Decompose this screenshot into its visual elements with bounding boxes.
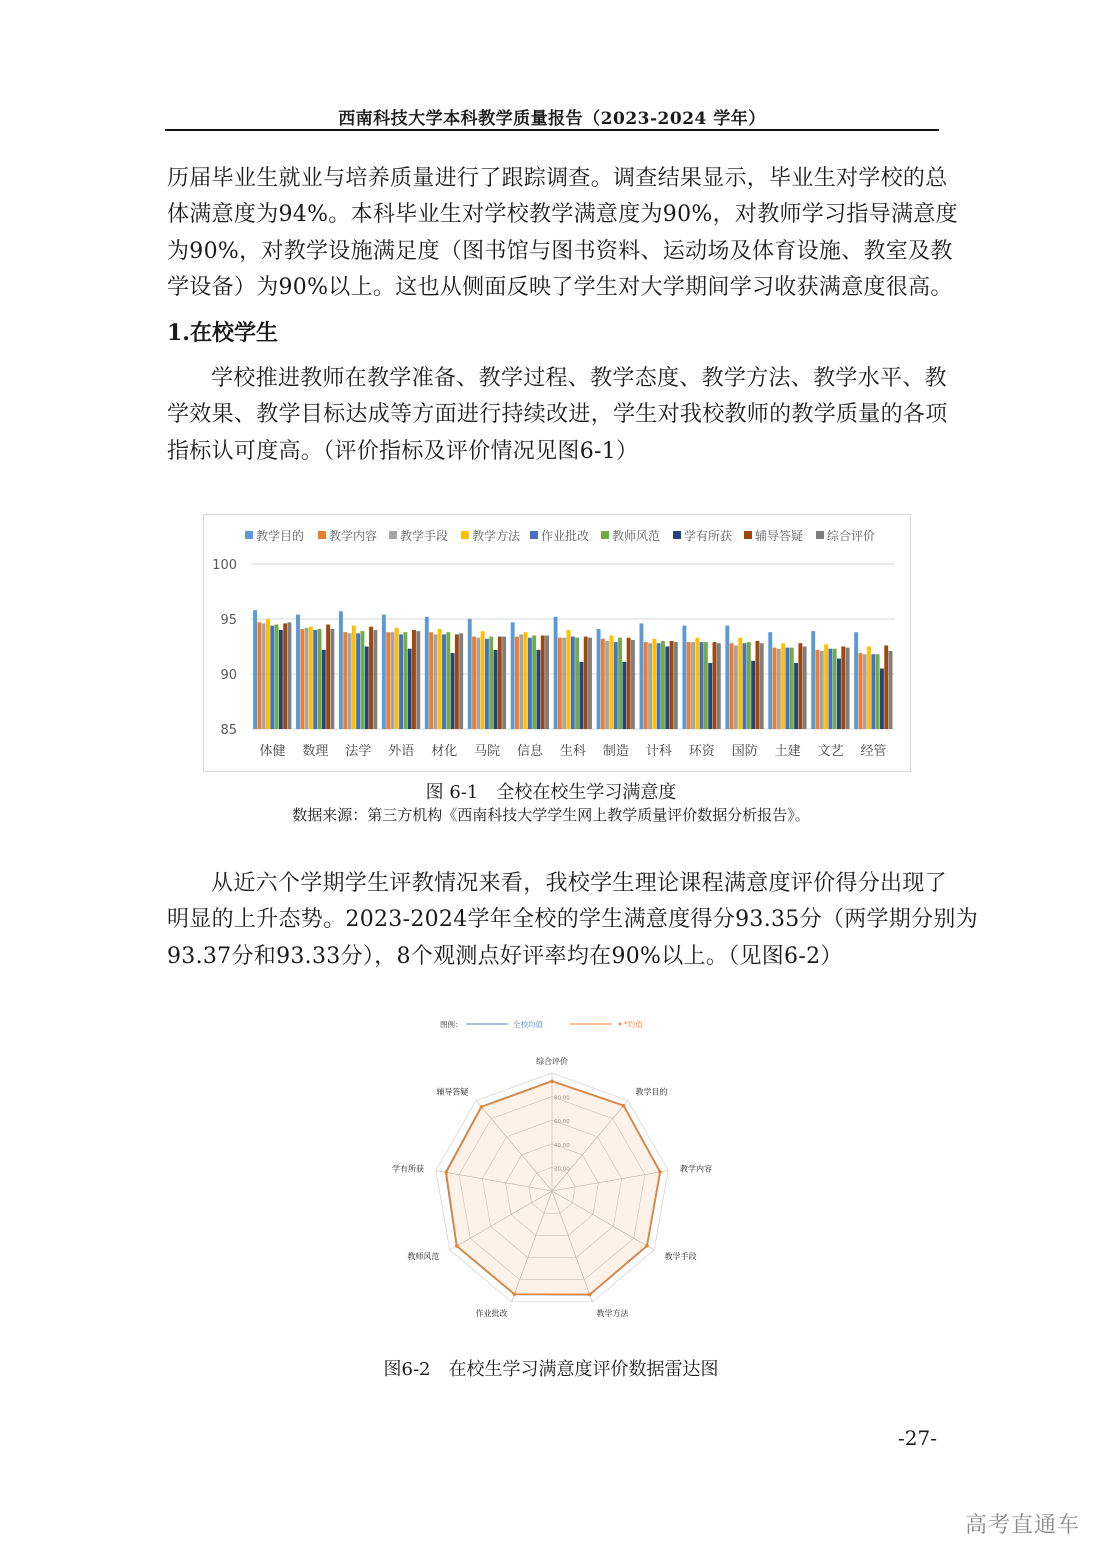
x-tick-label: 马院: [474, 744, 501, 759]
x-tick-label: 数理: [302, 744, 329, 759]
bar: [502, 637, 506, 729]
bar: [412, 630, 416, 729]
bar: [472, 637, 476, 729]
bar: [858, 653, 862, 729]
bar: [730, 643, 734, 729]
axis-label: 学有所获: [391, 1164, 424, 1174]
bar: [451, 653, 455, 729]
bar: [674, 642, 678, 729]
legend-label: 教学内容: [329, 529, 378, 543]
figure1-source: 数据来源：第三方机构《西南科技大学学生网上教学质量评价数据分析报告》。: [292, 806, 810, 824]
intro-paragraph: [167, 161, 958, 306]
bar: [524, 632, 528, 729]
bar: [695, 638, 699, 729]
bar: [682, 626, 686, 729]
bar: [408, 649, 412, 729]
bar: [884, 645, 888, 729]
legend-label: 学有所获: [684, 529, 733, 543]
bar: [391, 632, 395, 729]
bar: [828, 649, 832, 729]
bar: [296, 615, 300, 729]
header-divider: [165, 129, 939, 131]
bar: [640, 623, 644, 729]
legend-label: 教学目的: [256, 529, 305, 543]
bar: [854, 632, 858, 729]
bar: [356, 633, 360, 729]
bar: [622, 662, 626, 729]
bar: [794, 663, 798, 729]
radar-point: [622, 1104, 626, 1108]
bar: [790, 648, 794, 729]
bar: [768, 632, 772, 729]
bar: [747, 642, 751, 729]
section-line: 学效果、教学目标达成等方面进行持续改进，学生对我校教师的教学质量的各项: [167, 402, 948, 428]
bar: [820, 651, 824, 729]
bar: [537, 650, 541, 729]
bar: [648, 643, 652, 729]
bar: [425, 617, 429, 729]
radar-series-area: [446, 1081, 660, 1294]
bar: [786, 648, 790, 729]
bar: [777, 649, 781, 729]
legend-label: 教师风范: [612, 529, 661, 543]
legend-swatch: [318, 531, 326, 539]
bar: [343, 632, 347, 729]
bar: [588, 638, 592, 729]
axis-label: 教学内容: [680, 1164, 713, 1174]
x-tick-label: 制造: [602, 744, 629, 759]
bar: [283, 623, 287, 729]
report-header-title: 西南科技大学本科教学质量报告（2023-2024 学年）: [338, 109, 766, 129]
bar: [665, 647, 669, 730]
bar: [713, 642, 717, 729]
trend-line: 明显的上升态势。2023-2024学年全校的学生满意度得分93.35分（两学期分别为: [167, 907, 978, 933]
bar: [584, 637, 588, 729]
bar: [803, 647, 807, 730]
bar: [257, 622, 261, 729]
intro-line: 体满意度为94%。本科毕业生对学校教学满意度为90%，对教师学习指导满意度: [167, 202, 958, 228]
bar: [545, 636, 549, 730]
axis-label: 综合评价: [536, 1057, 568, 1066]
bar: [348, 633, 352, 729]
bar: [863, 654, 867, 729]
bar: [871, 654, 875, 729]
legend-swatch: [673, 531, 681, 539]
bar: [403, 632, 407, 729]
y-tick-label: 100: [212, 558, 237, 573]
watermark-text: 高考直通车: [965, 1513, 1081, 1538]
bar: [339, 611, 343, 729]
legend-label: 作业批改: [541, 529, 590, 543]
bar: [481, 631, 485, 729]
bar: [326, 625, 330, 730]
bar: [270, 626, 274, 729]
bar: [262, 623, 266, 729]
x-tick-label: 材化: [431, 744, 458, 759]
trend-paragraph: [167, 866, 978, 975]
bar: [318, 629, 322, 729]
bar: [511, 622, 515, 729]
y-tick-label: 95: [220, 613, 237, 628]
bar: [618, 638, 622, 729]
radar-point: [513, 1292, 517, 1296]
satisfaction-bar-chart: [203, 514, 911, 772]
bar: [725, 626, 729, 729]
bar: [313, 630, 317, 729]
bar: [476, 638, 480, 729]
x-tick-label: 土建: [774, 744, 801, 759]
intro-line: 学设备）为90%以上。这也从侧面反映了学生对大学期间学习收获满意度很高。: [167, 274, 953, 300]
bar: [360, 631, 364, 729]
page-number: -27-: [898, 1426, 937, 1450]
legend-marker: [619, 1023, 622, 1026]
x-tick-label: 信息: [517, 744, 544, 759]
bar: [519, 634, 523, 729]
section-heading: 1.在校学生: [167, 320, 278, 346]
x-tick-label: 文艺: [817, 744, 844, 759]
legend-prefix: 图例：: [440, 1020, 463, 1029]
bar: [322, 650, 326, 729]
radar-point: [480, 1105, 484, 1109]
radar-point: [645, 1244, 649, 1248]
figure2-caption: 图6-2 在校生学习满意度评价数据雷达图: [383, 1359, 719, 1380]
bar: [253, 610, 257, 729]
axis-label: 教学方法: [596, 1309, 629, 1319]
bar: [395, 628, 399, 729]
bar: [670, 641, 674, 729]
bar: [382, 615, 386, 729]
legend-swatch: [601, 531, 609, 539]
bar: [498, 637, 502, 729]
axis-label: 教学目的: [635, 1087, 668, 1097]
bar: [627, 638, 631, 729]
bar: [515, 637, 519, 729]
bar: [489, 637, 493, 729]
bar: [433, 634, 437, 729]
bar: [455, 634, 459, 729]
x-tick-label: 外语: [388, 744, 415, 759]
bar: [429, 632, 433, 729]
x-tick-label: 体健: [259, 744, 286, 759]
legend-swatch: [461, 531, 469, 539]
bar: [579, 662, 583, 729]
bar: [571, 637, 575, 729]
bar: [609, 636, 613, 730]
legend-label: 教学方法: [472, 529, 521, 543]
bar: [275, 625, 279, 730]
bar: [309, 627, 313, 729]
bar: [652, 639, 656, 729]
bar: [575, 638, 579, 729]
section-paragraph: [167, 361, 948, 470]
bar: [446, 632, 450, 729]
axis-label: 教学手段: [664, 1252, 697, 1261]
legend-label: 教学手段: [400, 529, 449, 543]
figure1-caption: 图 6-1 全校在校生学习满意度: [425, 782, 677, 803]
bar: [743, 643, 747, 729]
y-tick-label: 90: [220, 668, 237, 683]
bar: [330, 629, 334, 729]
bar: [614, 642, 618, 729]
x-tick-label: 计科: [645, 744, 672, 759]
bar: [631, 640, 635, 729]
bar: [601, 639, 605, 729]
bar: [760, 643, 764, 729]
bar: [558, 638, 562, 729]
axis-label: 辅导答疑: [436, 1087, 469, 1097]
bar: [528, 638, 532, 729]
bar: [846, 648, 850, 729]
bar: [369, 627, 373, 729]
bar: [837, 659, 841, 729]
x-tick-label: 国防: [731, 744, 758, 759]
radar-point: [588, 1293, 592, 1297]
bar: [867, 647, 871, 730]
legend-label: 全校均值: [513, 1020, 543, 1029]
bar: [416, 631, 420, 729]
bar: [365, 647, 369, 730]
intro-line: 历届毕业生就业与培养质量进行了跟踪调查。调查结果显示，毕业生对学校的总: [167, 166, 948, 191]
bar: [562, 638, 566, 729]
bar: [700, 642, 704, 729]
bar: [279, 630, 283, 729]
trend-line: 从近六个学期学生评教情况来看，我校学生理论课程满意度评价得分出现了: [211, 871, 947, 896]
bar: [734, 645, 738, 729]
bar: [541, 636, 545, 730]
bar: [824, 644, 828, 729]
bar: [554, 617, 558, 729]
bar: [816, 650, 820, 729]
bar: [717, 643, 721, 729]
x-tick-label: 环资: [688, 744, 715, 759]
legend-label: 辅导答疑: [755, 529, 804, 543]
x-tick-label: 法学: [345, 744, 372, 759]
bar: [532, 636, 536, 730]
bar: [494, 650, 498, 729]
bar: [597, 629, 601, 729]
bar: [691, 642, 695, 729]
bar: [266, 619, 270, 729]
bar: [841, 647, 845, 730]
legend-label: *均值: [624, 1020, 643, 1029]
trend-line: 93.37分和93.33分），8个观测点好评率均在90%以上。（见图6-2）: [167, 943, 843, 969]
legend-label: 综合评价: [827, 529, 876, 543]
legend-swatch: [389, 531, 397, 539]
bar: [485, 639, 489, 729]
bar: [876, 654, 880, 729]
bar: [352, 626, 356, 729]
bar: [661, 641, 665, 729]
y-tick-label: 85: [220, 723, 237, 738]
bar: [399, 634, 403, 729]
bar: [704, 642, 708, 729]
bar: [751, 661, 755, 729]
bar: [438, 629, 442, 729]
bar: [373, 630, 377, 729]
bar: [687, 642, 691, 729]
axis-label: 教师风范: [407, 1252, 440, 1261]
bar: [798, 643, 802, 729]
bar: [773, 648, 777, 729]
section-line: 指标认可度高。（评价指标及评价情况见图6-1）: [167, 438, 639, 464]
bar: [889, 651, 893, 729]
bar: [657, 643, 661, 729]
x-tick-label: 生科: [559, 744, 587, 759]
bar: [442, 634, 446, 729]
bar: [288, 622, 292, 729]
bar: [300, 629, 304, 729]
section-line: 学校推进教师在教学准备、教学过程、教学态度、教学方法、教学水平、教: [211, 366, 947, 391]
bar: [305, 628, 309, 729]
legend-swatch: [816, 531, 824, 539]
radar-point: [658, 1170, 662, 1174]
legend-swatch: [530, 531, 538, 539]
axis-label: 作业批改: [475, 1309, 508, 1319]
radar-point: [455, 1244, 459, 1248]
bar: [708, 663, 712, 729]
bar: [386, 632, 390, 729]
bar: [605, 641, 609, 729]
bar: [567, 630, 571, 729]
bar: [755, 641, 759, 729]
satisfaction-radar-chart: [384, 1010, 720, 1346]
bar: [833, 649, 837, 729]
bar: [880, 669, 884, 730]
legend-swatch: [245, 531, 253, 539]
bar: [738, 638, 742, 729]
bar: [644, 642, 648, 729]
radar-point: [444, 1171, 448, 1175]
bar: [781, 643, 785, 729]
radar-point: [550, 1079, 554, 1083]
bar: [811, 631, 815, 729]
bar: [459, 633, 463, 729]
bar: [468, 619, 472, 729]
legend-swatch: [744, 531, 752, 539]
intro-line: 为90%，对教学设施满足度（图书馆与图书资料、运动场及体育设施、教室及教: [167, 238, 953, 264]
x-tick-label: 经管: [860, 744, 887, 759]
